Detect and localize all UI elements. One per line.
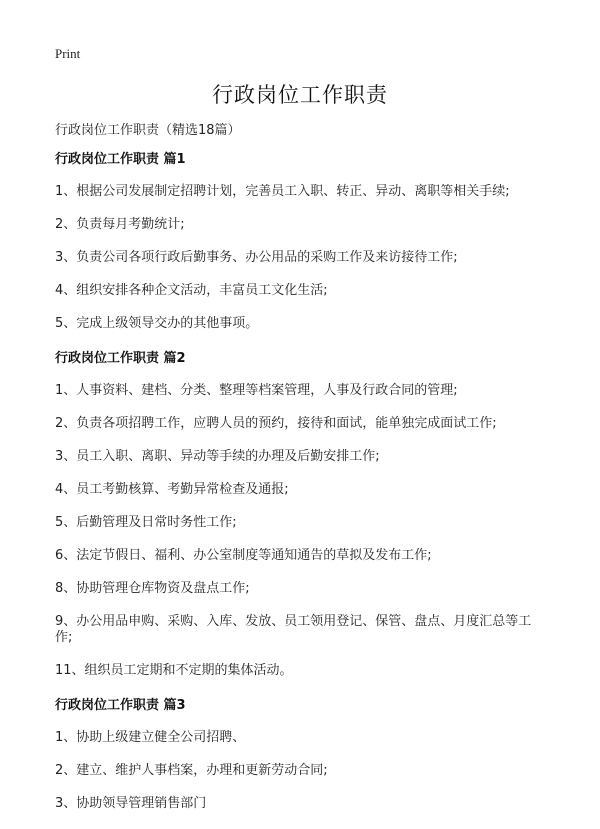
document-subtitle: 行政岗位工作职责（精选18篇） — [55, 123, 241, 138]
section-heading: 行政岗位工作职责 篇1 — [55, 152, 186, 167]
list-item: 2、负责各项招聘工作，应聘人员的预约，接待和面试，能单独完成面试工作; — [55, 416, 497, 431]
list-item: 5、后勤管理及日常时务性工作; — [55, 515, 237, 530]
list-item: 5、完成上级领导交办的其他事项。 — [55, 316, 259, 331]
list-item: 1、人事资料、建档、分类、整理等档案管理，人事及行政合同的管理; — [55, 383, 458, 398]
section-3 — [55, 696, 545, 812]
list-item: 4、员工考勤核算、考勤异常检查及通报; — [55, 482, 289, 497]
list-item: 3、负责公司各项行政后勤事务、办公用品的采购工作及来访接待工作; — [55, 250, 458, 265]
section-heading: 行政岗位工作职责 篇2 — [55, 351, 186, 366]
list-item: 8、协助管理仓库物资及盘点工作; — [55, 581, 250, 596]
page-title: 行政岗位工作职责 — [212, 83, 388, 107]
print-label[interactable]: Print — [55, 46, 81, 61]
section-1 — [55, 150, 545, 332]
document-body — [55, 150, 545, 829]
list-item: 1、协助上级建立健全公司招聘、 — [55, 730, 246, 745]
list-item: 9、办公用品申购、采购、入库、发放、员工领用登记、保管、盘点、月度汇总等工作; — [55, 614, 532, 645]
list-item: 3、员工入职、离职、异动等手续的办理及后勤安排工作; — [55, 449, 380, 464]
list-item: 4、组织安排各种企文活动，丰富员工文化生活; — [55, 283, 328, 298]
section-heading: 行政岗位工作职责 篇3 — [55, 698, 186, 713]
list-item: 1、根据公司发展制定招聘计划，完善员工入职、转正、异动、离职等相关手续; — [55, 184, 510, 199]
list-item: 11、组织员工定期和不定期的集体活动。 — [55, 663, 293, 678]
list-item: 2、负责每月考勤统计; — [55, 217, 185, 232]
list-item: 3、协助领导管理销售部门 — [55, 796, 207, 811]
list-item: 2、建立、维护人事档案，办理和更新劳动合同; — [55, 763, 328, 778]
section-2 — [55, 349, 545, 679]
list-item: 6、法定节假日、福利、办公室制度等通知通告的草拟及发布工作; — [55, 548, 432, 563]
